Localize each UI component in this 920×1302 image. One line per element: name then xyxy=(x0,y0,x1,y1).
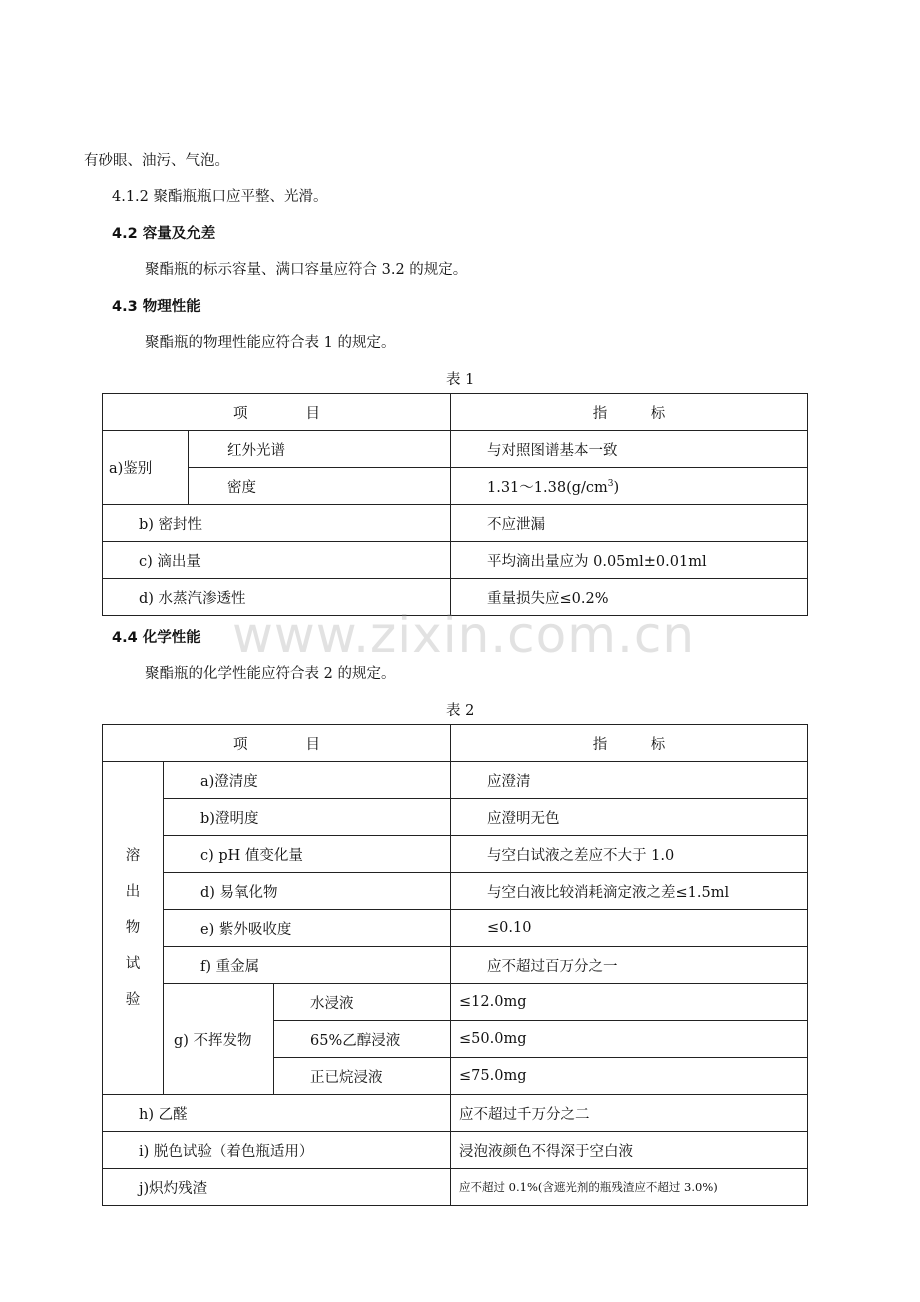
t2-row-value: 应澄明无色 xyxy=(451,799,808,836)
watermark: www.zixin.com.cn xyxy=(232,606,696,664)
t1-header-index: 指 标 xyxy=(451,394,808,431)
t2-row-value: 应不超过百万分之一 xyxy=(451,947,808,984)
clause-4-4-text: 聚酯瓶的化学性能应符合表 2 的规定。 xyxy=(145,666,396,682)
t1-a1-item: 红外光谱 xyxy=(189,431,451,468)
t2-i-item: i) 脱色试验（着色瓶适用） xyxy=(103,1132,451,1169)
t1-group-a: a)鉴别 xyxy=(103,431,189,505)
continued-paragraph: 有砂眼、油污、气泡。 xyxy=(84,153,229,169)
t2-j-value: 应不超过 0.1%(含遮光剂的瓶残渣应不超过 3.0%) xyxy=(451,1169,808,1206)
t2-g-value: ≤12.0mg xyxy=(451,984,808,1021)
clause-4-2-text: 聚酯瓶的标示容量、满口容量应符合 3.2 的规定。 xyxy=(145,262,468,278)
heading-4-2: 4.2 容量及允差 xyxy=(112,226,216,242)
t2-h-value: 应不超过千万分之二 xyxy=(451,1095,808,1132)
t1-c-value: 平均滴出量应为 0.05ml±0.01ml xyxy=(451,542,808,579)
t2-group-dissolution-test: 溶 出 物 试 验 xyxy=(103,762,164,1095)
t2-header-index: 指 标 xyxy=(451,725,808,762)
t1-a1-value: 与对照图谱基本一致 xyxy=(451,431,808,468)
t2-g-item: 正已烷浸液 xyxy=(274,1058,451,1095)
table-1 xyxy=(102,393,808,616)
t2-row-item: b)澄明度 xyxy=(164,799,451,836)
t1-d-value: 重量损失应≤0.2% xyxy=(451,579,808,616)
heading-4-4: 4.4 化学性能 xyxy=(112,630,201,646)
t2-h-item: h) 乙醛 xyxy=(103,1095,451,1132)
t2-row-item: f) 重金属 xyxy=(164,947,451,984)
t1-b-item: b) 密封性 xyxy=(103,505,451,542)
clause-4-1-2: 4.1.2 聚酯瓶瓶口应平整、光滑。 xyxy=(112,189,328,205)
table2-caption: 表 2 xyxy=(446,703,475,719)
table-2 xyxy=(102,724,808,1206)
t2-row-value: 应澄清 xyxy=(451,762,808,799)
t2-row-item: a)澄清度 xyxy=(164,762,451,799)
t2-i-value: 浸泡液颜色不得深于空白液 xyxy=(451,1132,808,1169)
t2-g-item: 65%乙醇浸液 xyxy=(274,1021,451,1058)
table1-caption: 表 1 xyxy=(446,372,475,388)
t2-g-label: g) 不挥发物 xyxy=(164,984,274,1095)
t2-row-value: ≤0.10 xyxy=(451,910,808,947)
t2-g-value: ≤50.0mg xyxy=(451,1021,808,1058)
t2-g-item: 水浸液 xyxy=(274,984,451,1021)
t2-g-value: ≤75.0mg xyxy=(451,1058,808,1095)
t2-j-item: j)炽灼残渣 xyxy=(103,1169,451,1206)
t2-row-value: 与空白液比较消耗滴定液之差≤1.5ml xyxy=(451,873,808,910)
t2-row-item: e) 紫外吸收度 xyxy=(164,910,451,947)
t2-row-value: 与空白试液之差应不大于 1.0 xyxy=(451,836,808,873)
heading-4-3: 4.3 物理性能 xyxy=(112,299,201,315)
t1-a2-value: $1.31\sim 1.38(g/cm^3)$ xyxy=(451,468,808,505)
t2-header-item: 项 目 xyxy=(103,725,451,762)
t1-a2-item: 密度 xyxy=(189,468,451,505)
t1-c-item: c) 滴出量 xyxy=(103,542,451,579)
t1-header-item: 项 目 xyxy=(103,394,451,431)
t1-b-value: 不应泄漏 xyxy=(451,505,808,542)
t2-row-item: d) 易氧化物 xyxy=(164,873,451,910)
t1-d-item: d) 水蒸汽渗透性 xyxy=(103,579,451,616)
clause-4-3-text: 聚酯瓶的物理性能应符合表 1 的规定。 xyxy=(145,335,396,351)
t2-row-item: c) pH 值变化量 xyxy=(164,836,451,873)
